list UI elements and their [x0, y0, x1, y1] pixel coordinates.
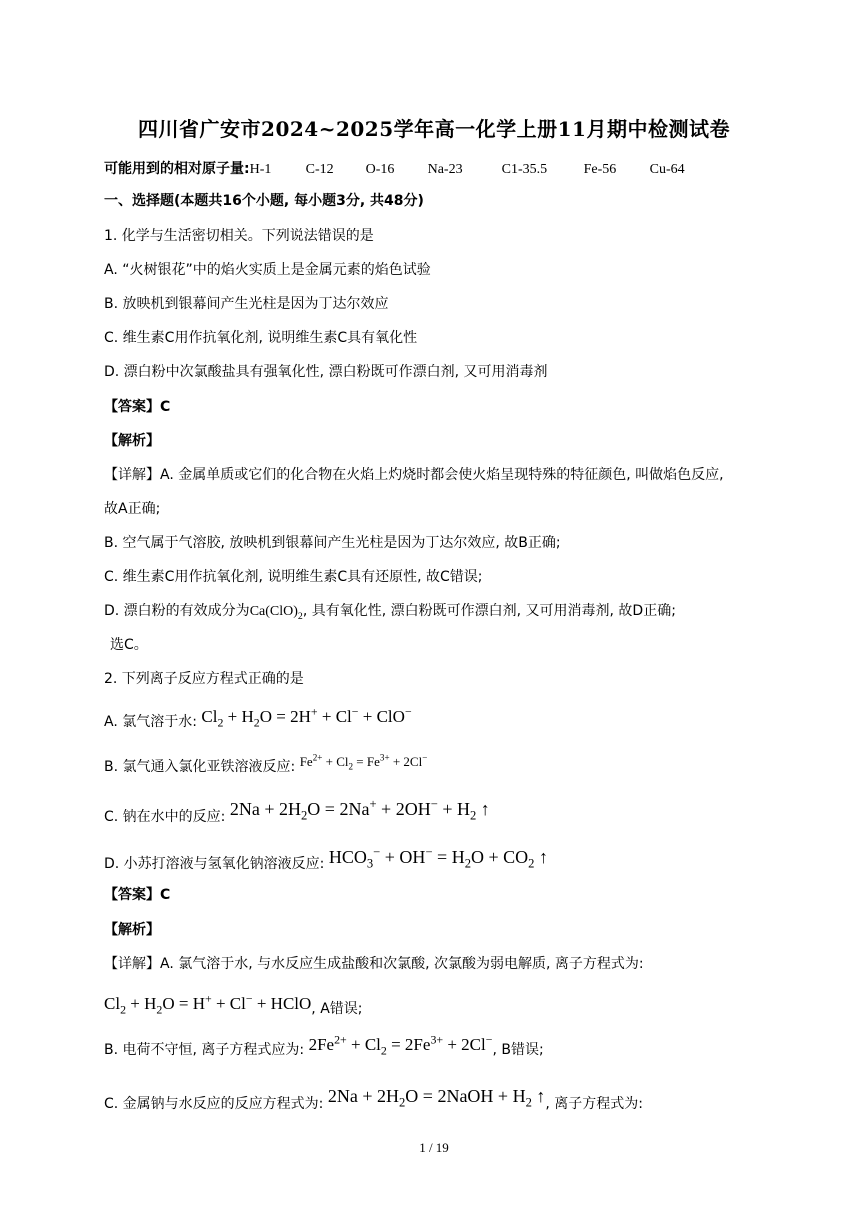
equation: $HCO_3^- + OH^- = H_2O + CO_2$ ↑: [328, 845, 548, 871]
atomic-mass-item: Na-23: [427, 162, 463, 177]
analysis-label: 【解析】: [104, 433, 160, 449]
detail-text: , B错误;: [492, 1042, 544, 1058]
detail-a: 【详解】A. 氯气溶于水, 与水反应生成盐酸和次氯酸, 次氯酸为弱电解质, 离子方程式为:: [104, 956, 644, 972]
detail-text: , 离子方程式为:: [545, 1096, 644, 1112]
option-label: B. 氯气通入氯化亚铁溶液反应:: [104, 759, 296, 775]
option-a: [104, 704, 808, 731]
conclusion: 选C。: [110, 637, 148, 653]
formula-main: Ca(ClO): [249, 604, 298, 619]
detail-b: [104, 1032, 808, 1059]
option-label: D. 小苏打溶液与氢氧化钠溶液反应:: [104, 856, 325, 872]
question-stem: 1. 化学与生活密切相关。下列说法错误的是: [104, 228, 374, 244]
analysis-label: 【解析】: [104, 922, 160, 938]
page-title: 四川省广安市2024~2025学年高一化学上册11月期中检测试卷: [138, 117, 730, 141]
answer: 【答案】C: [104, 887, 171, 903]
detail-d-text: , 具有氧化性, 漂白粉既可作漂白剂, 又可用消毒剂, 故D正确;: [302, 603, 676, 619]
detail-text: , A错误;: [311, 1001, 363, 1017]
detail-d: [104, 602, 808, 621]
atomic-mass-item: O-16: [365, 162, 395, 177]
detail-c: [104, 1086, 808, 1113]
atomic-mass-item: Cu-64: [649, 162, 685, 177]
atomic-mass-row: [104, 158, 685, 178]
detail-a-cont: 故A正确;: [104, 501, 161, 517]
detail-a: 【详解】A. 金属单质或它们的化合物在火焰上灼烧时都会使火焰呈现特殊的特征颜色, 叫做焰色反应,: [104, 467, 724, 483]
option-c: [104, 797, 808, 826]
option-b: [104, 752, 808, 776]
atomic-mass-item: Fe-56: [583, 162, 617, 177]
option-c: C. 维生素C用作抗氧化剂, 说明维生素C具有氧化性: [104, 330, 418, 346]
answer: 【答案】C: [104, 399, 171, 415]
atomic-mass-label: 可能用到的相对原子量:: [104, 161, 250, 177]
option-a: A. “火树银花”中的焰火实质上是金属元素的焰色试验: [104, 262, 431, 278]
option-d: D. 漂白粉中次氯酸盐具有强氧化性, 漂白粉既可作漂白剂, 又可用消毒剂: [104, 364, 548, 380]
option-label: C. 钠在水中的反应:: [104, 809, 226, 825]
detail-c: C. 维生素C用作抗氧化剂, 说明维生素C具有还原性, 故C错误;: [104, 569, 483, 585]
section-header: 一、选择题(本题共16个小题, 每小题3分, 共48分): [104, 193, 424, 209]
detail-b: B. 空气属于气溶胶, 放映机到银幕间产生光柱是因为丁达尔效应, 故B正确;: [104, 535, 561, 551]
formula-subscript: 2: [297, 610, 303, 622]
detail-a-equation: [104, 991, 808, 1017]
calcium-hypochlorite-formula: [249, 604, 303, 622]
atomic-mass-item: C-12: [305, 162, 334, 177]
equation: $Cl_2 + H_2O = H^+ + Cl^-$ + HClO: [104, 991, 312, 1017]
equation: $2Na + 2H_2O$ = 2NaOH + $H_2$ ↑: [327, 1086, 546, 1110]
atomic-mass-item: C1-35.5: [501, 162, 548, 177]
option-b: B. 放映机到银幕间产生光柱是因为丁达尔效应: [104, 296, 389, 312]
detail-text: C. 金属钠与水反应的反应方程式为:: [104, 1096, 324, 1112]
equation: $2Fe^{2+} + Cl_2 = 2Fe^{3+} + 2Cl^-$: [308, 1032, 493, 1058]
equation: $Cl_2 + H_2O = 2H^+ + Cl^- + ClO^-$: [201, 704, 412, 730]
detail-d-text: D. 漂白粉的有效成分为: [104, 603, 250, 619]
detail-text: B. 电荷不守恒, 离子方程式应为:: [104, 1042, 305, 1058]
question-stem: 2. 下列离子反应方程式正确的是: [104, 671, 304, 687]
atomic-mass-item: H-1: [249, 162, 272, 177]
equation: $Fe^{2+} + Cl_2 = Fe^{3+} + 2Cl^-$: [299, 752, 428, 772]
option-d: [104, 845, 808, 873]
page-number: 1 / 19: [419, 1140, 449, 1155]
equation: $2Na + 2H_2O = 2Na^+ + 2OH^- + H_2$ ↑: [229, 797, 490, 823]
option-label: A. 氯气溶于水:: [104, 714, 197, 730]
